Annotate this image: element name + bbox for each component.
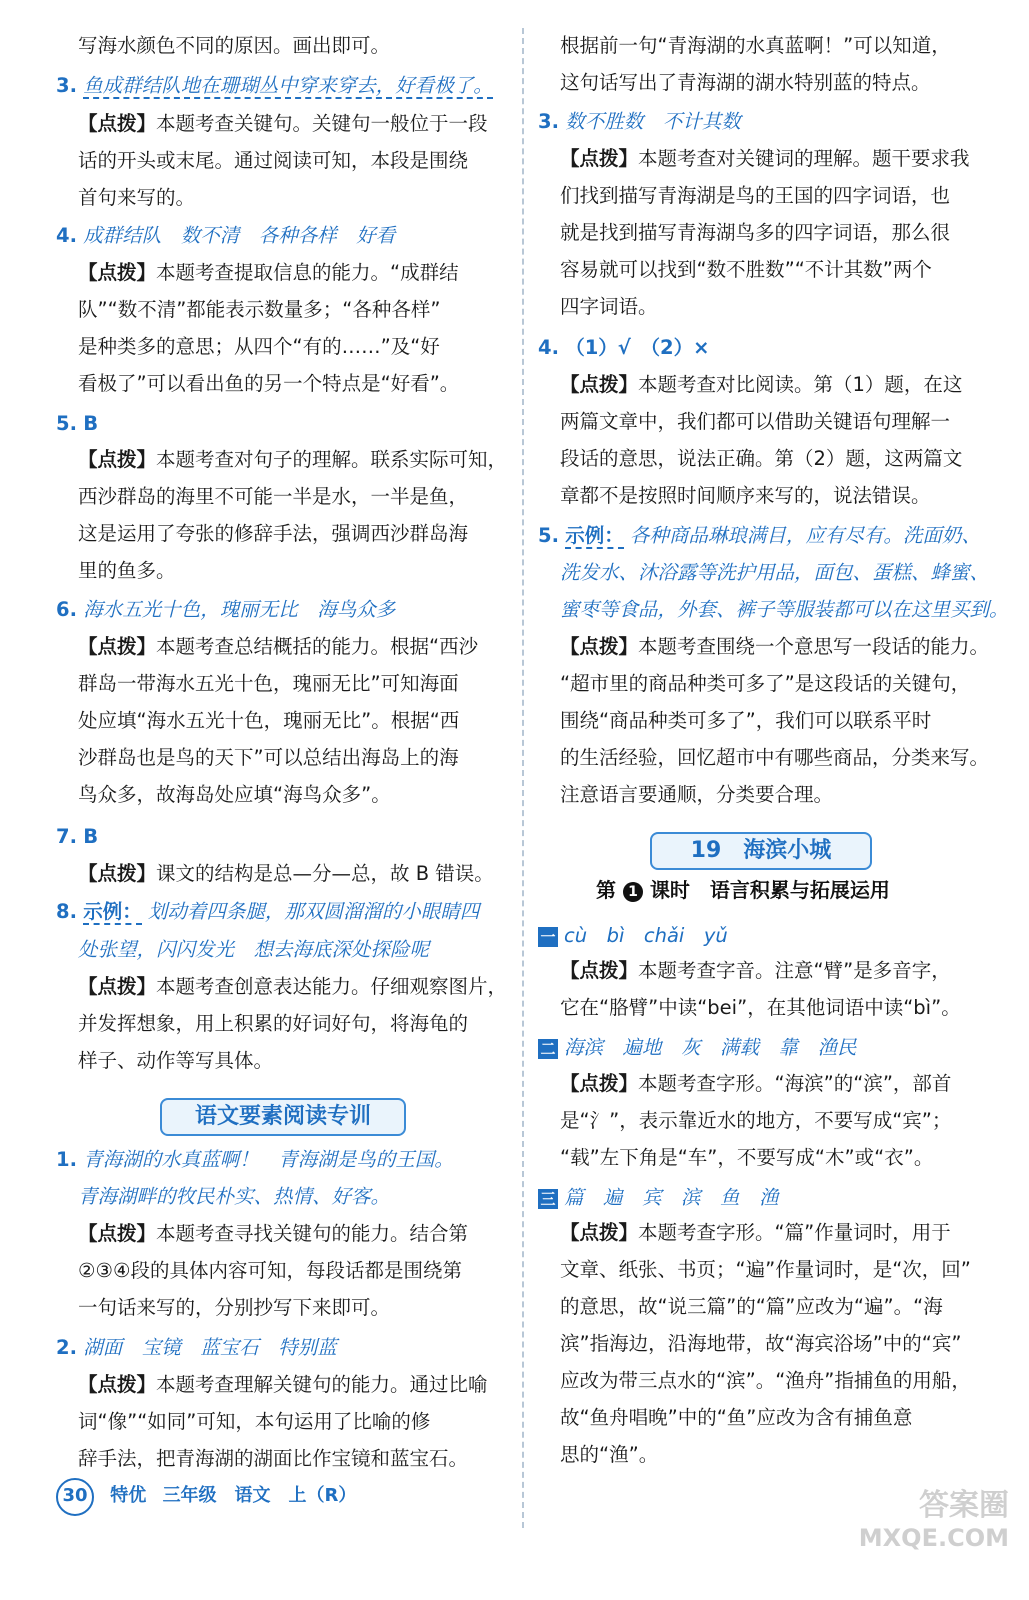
tip-line — [560, 633, 989, 661]
answer-text: 湖面 宝镜 蓝宝石 特别蓝 — [83, 1336, 337, 1359]
question-number: 2. — [56, 1336, 77, 1359]
answer-text: 蜜枣等食品，外套、裤子等服装都可以在这里买到。 — [560, 598, 1009, 621]
answer-text: 鱼成群结队地在珊瑚丛中穿来穿去，好看极了。 — [83, 74, 493, 97]
tip-line: 话的开头或末尾。通过阅读可知，本段是围绕 — [78, 149, 469, 172]
tip-line — [78, 259, 459, 287]
tip-line — [78, 973, 507, 1001]
answer-text: 划动着四条腿，那双圆溜溜的小眼睛四 — [147, 900, 480, 923]
tip-line — [78, 860, 494, 888]
tip-label: 【点拨】 — [78, 635, 157, 658]
answer-text: 海水五光十色，瑰丽无比 海鸟众多 — [83, 598, 396, 621]
answer-text: 数不胜数 不计其数 — [565, 110, 741, 133]
tip-line: 就是找到描写青海湖鸟多的四字词语，那么很 — [560, 221, 951, 244]
answer-6 — [56, 596, 395, 624]
tip-label: 【点拨】 — [560, 635, 639, 658]
answer-text: （1）√ （2）× — [565, 336, 710, 359]
period-prefix: 第 — [596, 878, 616, 902]
tip-line: 这是运用了夸张的修辞手法，强调西沙群岛海 — [78, 522, 469, 545]
tip-line — [78, 446, 507, 474]
answer-text: 各种商品琳琅满目，应有尽有。洗面奶、 — [629, 524, 981, 547]
lesson-banner — [650, 832, 872, 870]
tip-text: 本题考查字音。注意“臂”是多音字， — [638, 959, 951, 982]
tip-line: 并发挥想象，用上积累的好词好句，将海龟的 — [78, 1012, 469, 1035]
column-divider — [522, 28, 524, 1528]
lesson-number: 19 — [690, 838, 722, 863]
tip-line: 们找到描写青海湖是鸟的王国的四字词语，也 — [560, 184, 951, 207]
answer-text: 篇 遍 宾 滨 鱼 渔 — [564, 1186, 779, 1209]
question-number: 1. — [56, 1148, 77, 1171]
answer-s2 — [538, 1034, 857, 1062]
text-line: 写海水颜色不同的原因。画出即可。 — [78, 34, 391, 57]
tip-text: 本题考查创意表达能力。仔细观察图片， — [156, 975, 508, 998]
tip-line: 章都不是按照时间顺序来写的，说法错误。 — [560, 484, 931, 507]
tip-text: 课文的结构是总—分—总，故 B 错误。 — [156, 862, 494, 885]
section-banner: 语文要素阅读专训 — [160, 1098, 406, 1136]
text-line: 根据前一句“青海湖的水真蓝啊！”可以知道， — [560, 34, 951, 57]
tip-label: 【点拨】 — [78, 862, 157, 885]
tip-line — [560, 1070, 951, 1098]
tip-line: 应改为带三点水的“滨”。“渔舟”指捕鱼的用船， — [560, 1369, 971, 1392]
answer-text: B — [83, 412, 99, 435]
tip-text: 本题考查字形。“篇”作量词时，用于 — [638, 1221, 951, 1244]
tip-text: 本题考查对比阅读。第（1）题，在这 — [638, 373, 963, 396]
answer-r1 — [56, 1146, 454, 1174]
brand-logo: 特优 — [110, 1485, 147, 1506]
answer-text: B — [83, 825, 99, 848]
answer-r2 — [56, 1334, 337, 1362]
tip-line — [560, 145, 970, 173]
book-grade-label: 三年级 语文 上（R） — [162, 1485, 357, 1506]
tip-label: 【点拨】 — [78, 112, 157, 135]
tip-line — [560, 957, 951, 985]
answer-text: 青海湖畔的牧民朴实、热情、好客。 — [78, 1185, 391, 1208]
tip-line: 的生活经验，回忆超市中有哪些商品，分类来写。 — [560, 746, 990, 769]
answer-text: 处张望，闪闪发光 想去海底深处探险呢 — [78, 938, 430, 961]
tip-line — [78, 110, 488, 138]
tip-label: 【点拨】 — [560, 1072, 639, 1095]
tip-text: 本题考查关键句。关键句一般位于一段 — [156, 112, 488, 135]
tip-text: 本题考查提取信息的能力。“成群结 — [156, 261, 459, 284]
tip-line: 是“氵”，表示靠近水的地方，不要写成“宾”； — [560, 1109, 952, 1132]
tip-text: 本题考查对句子的理解。联系实际可知， — [156, 448, 508, 471]
watermark-text: 答案圈 — [919, 1488, 1009, 1523]
page-number: 30 — [56, 1478, 94, 1516]
question-number: 3. — [56, 74, 77, 97]
watermark — [859, 1490, 1009, 1554]
tip-line: 围绕“商品种类可多了”，我们可以联系平时 — [560, 709, 932, 732]
tip-line: 一句话来写的，分别抄写下来即可。 — [78, 1296, 391, 1319]
tip-text: 本题考查字形。“海滨”的“滨”，部首 — [638, 1072, 952, 1095]
tip-line: “载”左下角是“车”，不要写成“木”或“衣”。 — [560, 1146, 934, 1169]
tip-label: 【点拨】 — [78, 261, 157, 284]
tip-line: 容易就可以找到“数不胜数”“不计其数”两个 — [560, 258, 932, 281]
answer-5 — [56, 410, 98, 438]
lesson-title: 海滨小城 — [743, 838, 832, 863]
tip-label: 【点拨】 — [78, 975, 157, 998]
section-number-badge: 一 — [538, 927, 558, 947]
section-number-badge: 二 — [538, 1039, 558, 1059]
answer-7 — [56, 823, 98, 851]
tip-line: 处应填“海水五光十色，瑰丽无比”。根据“西 — [78, 709, 460, 732]
period-number-badge: 1 — [623, 882, 643, 902]
tip-text: 本题考查围绕一个意思写一段话的能力。 — [638, 635, 990, 658]
question-number: 7. — [56, 825, 77, 848]
answer-text: cù bì chǎi yǔ — [564, 924, 728, 947]
tip-label: 【点拨】 — [78, 448, 157, 471]
tip-line: 文章、纸张、书页；“遍”作量词时，是“次，回” — [560, 1258, 971, 1281]
answer-text: 洗发水、沐浴露等洗护用品，面包、蛋糕、蜂蜜、 — [560, 561, 990, 584]
question-number: 5. — [56, 412, 77, 435]
answer-s3 — [538, 1184, 779, 1212]
example-label: 示例： — [565, 524, 624, 547]
tip-line: ②③④段的具体内容可知，每段话都是围绕第 — [78, 1259, 462, 1282]
tip-line: 滨”指海边，沿海地带，故“海宾浴场”中的“宾” — [560, 1332, 962, 1355]
tip-line — [78, 1371, 488, 1399]
tip-line: 两篇文章中，我们都可以借助关键语句理解一 — [560, 410, 951, 433]
tip-label: 【点拨】 — [560, 147, 639, 170]
tip-label: 【点拨】 — [78, 1373, 157, 1396]
tip-line: 四字词语。 — [560, 295, 658, 318]
period-title: 课时 语言积累与拓展运用 — [649, 878, 890, 902]
question-number: 8. — [56, 900, 77, 923]
answer-text: 青海湖的水真蓝啊！ 青海湖是鸟的王国。 — [83, 1148, 454, 1171]
tip-text: 本题考查对关键词的理解。题干要求我 — [638, 147, 970, 170]
tip-text: 本题考查寻找关键句的能力。结合第 — [156, 1222, 469, 1245]
tip-line: 队”“数不清”都能表示数量多；“各种各样” — [78, 298, 441, 321]
tip-label: 【点拨】 — [78, 1222, 157, 1245]
tip-line — [560, 371, 962, 399]
tip-line: 首句来写的。 — [78, 186, 196, 209]
tip-line: 注意语言要通顺，分类要合理。 — [560, 783, 834, 806]
tip-label: 【点拨】 — [560, 959, 639, 982]
answer-4 — [56, 222, 395, 250]
text-line: 这句话写出了青海湖的湖水特别蓝的特点。 — [560, 71, 931, 94]
answer-s1 — [538, 922, 728, 950]
tip-line: 里的鱼多。 — [78, 559, 176, 582]
answer-8 — [56, 898, 479, 926]
watermark-url: MXQE.COM — [858, 1524, 1009, 1552]
answer-r5 — [538, 522, 981, 550]
tip-line: 样子、动作等写具体。 — [78, 1049, 274, 1072]
answer-text: 海滨 遍地 灰 满载 靠 渔民 — [564, 1036, 857, 1059]
tip-line: 思的“渔”。 — [560, 1443, 659, 1466]
question-number: 6. — [56, 598, 77, 621]
tip-line — [560, 1219, 951, 1247]
section-number-badge: 三 — [538, 1189, 558, 1209]
period-heading — [596, 876, 890, 904]
tip-text: 本题考查总结概括的能力。根据“西沙 — [156, 635, 479, 658]
question-number: 4. — [538, 336, 559, 359]
question-number: 4. — [56, 224, 77, 247]
tip-line: 故“鱼舟唱晚”中的“鱼”应改为含有捕鱼意 — [560, 1406, 913, 1429]
tip-text: 本题考查理解关键句的能力。通过比喻 — [156, 1373, 488, 1396]
answer-r3 — [538, 108, 741, 136]
tip-line: 辞手法，把青海湖的湖面比作宝镜和蓝宝石。 — [78, 1447, 469, 1470]
tip-line — [78, 1220, 468, 1248]
tip-line: 沙群岛也是鸟的天下”可以总结出海岛上的海 — [78, 746, 459, 769]
tip-line: 看极了”可以看出鱼的另一个特点是“好看”。 — [78, 372, 460, 395]
question-number: 5. — [538, 524, 559, 547]
tip-label: 【点拨】 — [560, 1221, 639, 1244]
page-footer — [56, 1478, 356, 1512]
example-label: 示例： — [83, 900, 142, 923]
tip-line: 段话的意思，说法正确。第（2）题，这两篇文 — [560, 447, 963, 470]
tip-line: “超市里的商品种类可多了”是这段话的关键句， — [560, 672, 971, 695]
tip-line: 是种类多的意思；从四个“有的……”及“好 — [78, 335, 440, 358]
question-number: 3. — [538, 110, 559, 133]
answer-r4 — [538, 334, 709, 362]
tip-line: 它在“胳臂”中读“bei”，在其他词语中读“bì”。 — [560, 996, 961, 1019]
tip-line: 鸟众多，故海岛处应填“海鸟众多”。 — [78, 783, 391, 806]
tip-line: 西沙群岛的海里不可能一半是水，一半是鱼， — [78, 485, 469, 508]
answer-3 — [56, 72, 493, 100]
tip-line — [78, 633, 478, 661]
answer-text: 成群结队 数不清 各种各样 好看 — [83, 224, 396, 247]
tip-line: 的意思，故“说三篇”的“篇”应改为“遍”。“海 — [560, 1295, 943, 1318]
tip-label: 【点拨】 — [560, 373, 639, 396]
tip-line: 词“像”“如同”可知，本句运用了比喻的修 — [78, 1410, 431, 1433]
tip-line: 群岛一带海水五光十色，瑰丽无比”可知海面 — [78, 672, 459, 695]
